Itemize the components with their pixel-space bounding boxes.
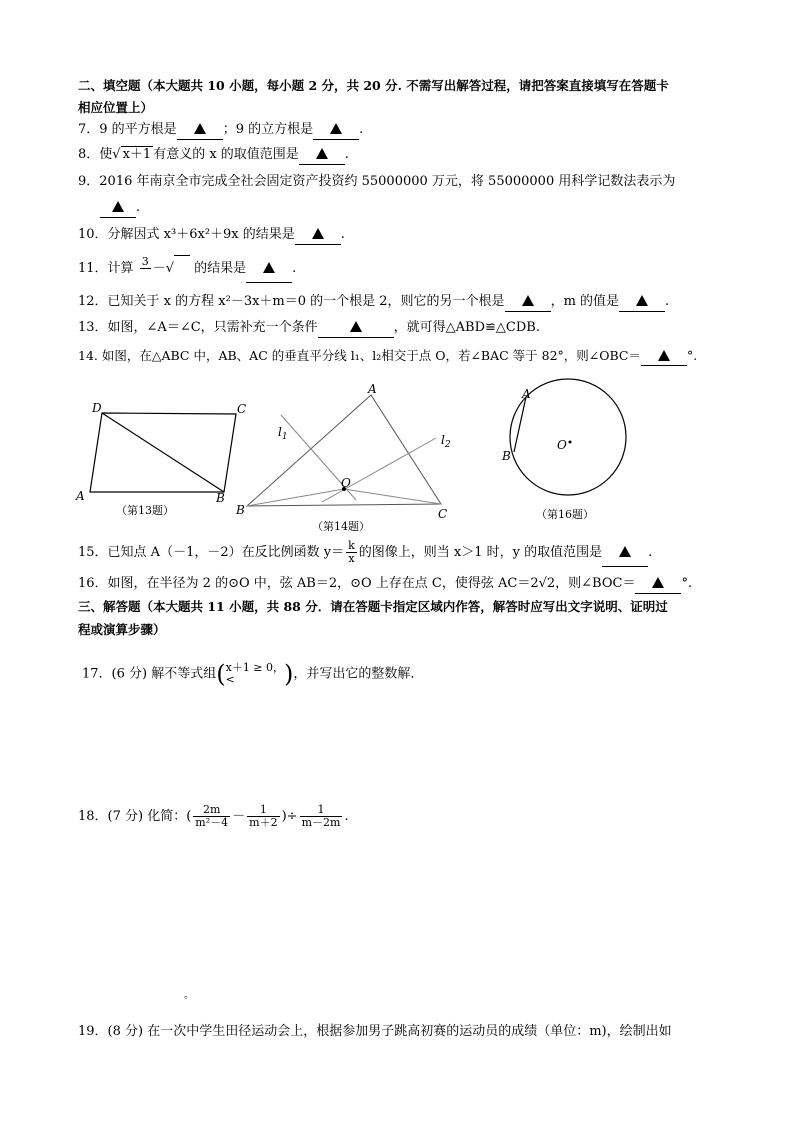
fraction-2: $\frac{1}{m+2}$ xyxy=(249,803,278,829)
diagonal-bd xyxy=(102,413,224,492)
question-12: 12．已知关于 x 的方程 x²－3x＋m＝0 的一个根是 2，则它的另一个根是 ，m 的值是 . xyxy=(78,293,669,312)
triangle-icon xyxy=(350,321,362,332)
label-a: A xyxy=(368,382,377,396)
label-d: D xyxy=(92,401,102,415)
fraction-k-over-x: $\frac{k}{x}$ xyxy=(348,539,355,565)
label-a: A xyxy=(76,489,85,503)
answer-blank xyxy=(318,319,394,338)
answer-blank xyxy=(641,347,687,366)
answer-blank xyxy=(602,540,648,567)
figure-16-caption: （第16题） xyxy=(536,508,594,521)
radicand: x＋1 xyxy=(122,147,152,162)
answer-blank xyxy=(295,226,341,245)
answer-blank xyxy=(246,256,292,283)
triangle-icon xyxy=(112,201,124,212)
label-b: B xyxy=(502,449,511,463)
label-b: B xyxy=(216,491,225,505)
section3-header-line2: 程或演算步骤） xyxy=(78,622,166,637)
triangle-icon xyxy=(316,148,328,159)
fraction: 3 xyxy=(141,255,149,268)
section2-header-line2: 相应位置上） xyxy=(78,100,154,115)
figure-16 xyxy=(501,379,626,495)
fraction-3: $\frac{1}{m-2m}$ xyxy=(301,803,341,829)
question-13: 13．如图，∠A＝∠C，只需补充一个条件 ，就可得△ABD≌△CDB. xyxy=(78,319,540,338)
question-16: 16．如图，在半径为 2 的⊙O 中，弦 AB＝2，⊙O 上存在点 C，使得弦 AC＝2√2，则∠BOC＝ °. xyxy=(78,575,692,594)
answer-blank xyxy=(100,199,136,218)
label-c: C xyxy=(438,507,448,521)
stray-mark: 。 xyxy=(184,990,194,1001)
center-o xyxy=(569,441,572,444)
label-o: O xyxy=(341,476,351,490)
question-15: 15．已知点 A（－1，－2）在反比例函数 y＝ $\frac{k}{x}$ 的图像上，则当 x＞1 时，y 的取值范围是 . xyxy=(78,539,653,565)
sqrt-sign: √ xyxy=(165,261,174,276)
question-10: 10．分解因式 x³＋6x²＋9x 的结果是 . xyxy=(78,226,345,245)
triangle-icon xyxy=(263,262,275,273)
question-9: 9．2016 年南京全市完成全社会固定资产投资约 55000000 万元，将 55000000 用科学记数法表示为 xyxy=(78,174,676,189)
section2-header-line1: 二、填空题（本大题共 10 小题，每小题 2 分，共 20 分. 不需写出解答过程，请把答案直接填写在答题卡 xyxy=(78,78,669,93)
question-8: 8．使√ x＋1 有意义的 x 的取值范围是 . xyxy=(78,146,349,165)
triangle-icon xyxy=(522,295,534,306)
segment-oc xyxy=(344,489,441,504)
brace-right: ) xyxy=(284,660,294,688)
figure-14 xyxy=(235,382,451,521)
radicand xyxy=(174,255,190,282)
triangle-icon xyxy=(312,228,324,239)
figure-13-caption: （第13题） xyxy=(116,504,174,517)
triangle-icon xyxy=(658,350,670,361)
answer-blank xyxy=(635,575,681,594)
triangle-icon xyxy=(652,577,664,588)
question-17: 17．(6 分) 解不等式组( x＋1 ≥ 0， < )，并写出它的整数解． xyxy=(82,660,424,688)
inequality-system: x＋1 ≥ 0， < xyxy=(225,661,285,686)
triangle-icon xyxy=(619,546,631,557)
figure-13 xyxy=(75,401,246,505)
label-c: C xyxy=(237,402,247,416)
brace-left: ( xyxy=(216,660,226,688)
label-a: A xyxy=(522,387,531,401)
section3-header-line1: 三、解答题（本大题共 11 小题，共 88 分．请在答题卡指定区域内作答，解答时应写出文字说明、证明过 xyxy=(78,599,668,614)
triangle-icon xyxy=(330,123,342,134)
label-o: O xyxy=(557,438,567,452)
triangle-icon xyxy=(194,123,206,134)
question-18: 18．(7 分) 化简：( $\frac{2m}{\text{m²－4}}$ － $\frac{1}{m+2}$ )÷ $\frac{1}{m-2m}$ . xyxy=(78,803,349,829)
answer-blank xyxy=(177,121,223,140)
sqrt-sign: √ xyxy=(112,147,121,162)
triangle-icon xyxy=(636,295,648,306)
label-l1: $l_1$ xyxy=(278,425,288,442)
question-11: 11．计算 3 －√ 的结果是 . xyxy=(78,255,296,283)
fraction-1: $\frac{2m}{\text{m²－4}}$ xyxy=(195,803,229,829)
answer-blank xyxy=(313,121,359,140)
question-14: 14. 如图，在△ABC 中，AB、AC 的垂直平分线 l₁、l₂相交于点 O，若∠BAC 等于 82°，则∠OBC＝ °. xyxy=(78,347,697,366)
answer-blank xyxy=(505,293,551,312)
question-19: 19．(8 分) 在一次中学生田径运动会上，根据参加男子跳高初赛的运动员的成绩（单位：m)，绘制出如 xyxy=(78,1024,672,1039)
answer-blank xyxy=(299,146,345,165)
question-9-answer: . xyxy=(100,199,140,218)
answer-blank xyxy=(619,293,665,312)
label-l2: $l_2$ xyxy=(441,433,451,450)
label-b: B xyxy=(236,503,245,517)
figure-14-caption: （第14题） xyxy=(312,520,370,533)
question-7: 7．9 的平方根是 ；9 的立方根是 . xyxy=(78,121,363,140)
